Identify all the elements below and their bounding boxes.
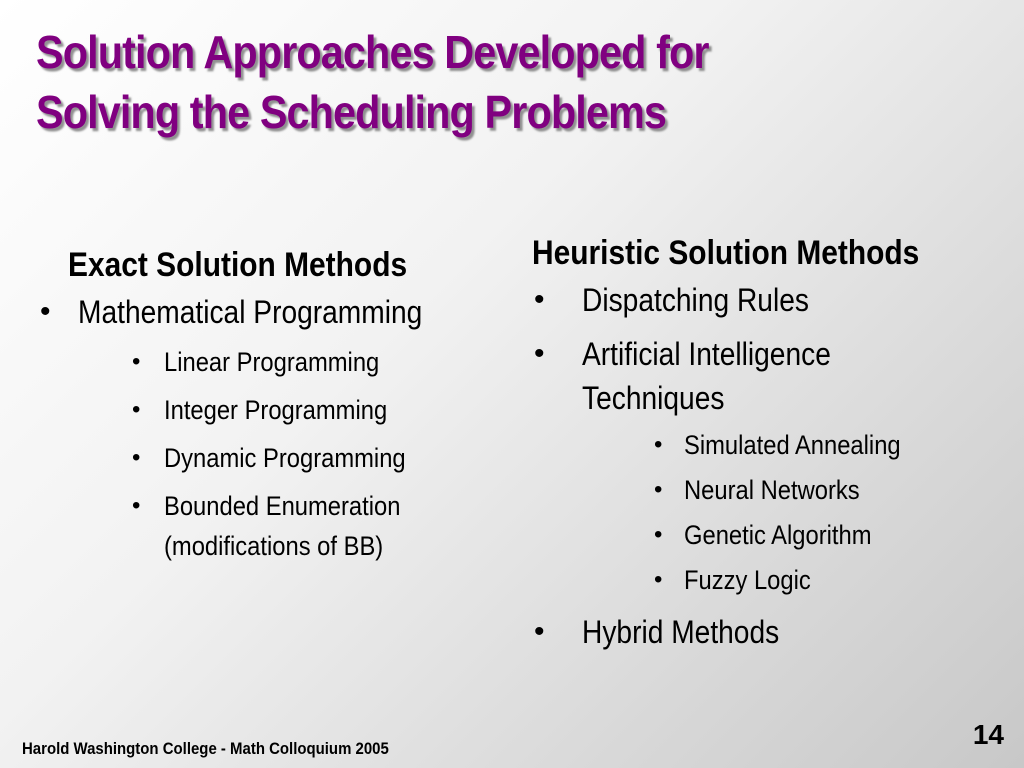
sub-item-label: Fuzzy Logic [684,565,811,595]
sub-item-label: Integer Programming [164,395,388,425]
sub-item-label-line-1: Bounded Enumeration [164,491,401,521]
list-item-label-line-2: Techniques [582,380,725,416]
sub-item-label: Linear Programming [164,347,380,377]
sub-item-simulated-annealing [582,425,1002,465]
bullet-icon: • [534,337,545,370]
bullet-icon: • [534,283,545,316]
exact-methods-column [36,240,506,566]
sub-item-label: Neural Networks [684,475,860,505]
sub-item-linear-programming [78,342,506,382]
bullet-icon: • [132,492,141,519]
list-item-label: Mathematical Programming [78,294,423,330]
bullet-icon: • [654,476,663,503]
slide-footer: Harold Washington College - Math Colloquium 2005 [22,739,389,758]
sub-item-integer-programming [78,390,506,430]
heuristic-methods-heading: Heuristic Solution Methods [532,234,920,272]
mathematical-programming-sublist [78,342,506,566]
bullet-icon: • [40,295,51,328]
exact-methods-heading: Exact Solution Methods [68,246,408,284]
list-item-mathematical-programming [36,290,506,566]
heuristic-methods-column [532,228,1002,654]
sub-item-label: Simulated Annealing [684,430,901,460]
sub-item-neural-networks [582,470,1002,510]
list-item-hybrid-methods [532,610,1002,654]
list-item-artificial-intelligence [532,332,1002,600]
bullet-icon: • [132,396,141,423]
slide-title-line-2: Solving the Scheduling Problems [36,86,666,138]
slide-title-line-1: Solution Approaches Developed for [36,26,709,78]
bullet-icon: • [132,348,141,375]
list-item-label [582,332,831,420]
sub-item-label: Dynamic Programming [164,443,406,473]
sub-item-label: Genetic Algorithm [684,520,872,550]
sub-item-dynamic-programming [78,438,506,478]
sub-item-label [164,486,400,566]
sub-item-genetic-algorithm [582,515,1002,555]
bullet-icon: • [132,444,141,471]
list-item-label-line-1: Artificial Intelligence [582,336,831,372]
list-item-label: Dispatching Rules [582,282,809,318]
list-item-dispatching-rules [532,278,1002,322]
bullet-icon: • [654,566,663,593]
bullet-icon: • [654,431,663,458]
list-item-label: Hybrid Methods [582,614,780,650]
sub-item-bounded-enumeration [78,486,506,566]
sub-item-fuzzy-logic [582,560,1002,600]
slide-title [36,22,900,142]
bullet-icon: • [654,521,663,548]
exact-methods-list [36,290,506,566]
ai-techniques-sublist [582,425,1002,600]
sub-item-label-line-2: (modifications of BB) [164,531,384,561]
bullet-icon: • [534,615,545,648]
heuristic-methods-list [532,278,1002,654]
page-number: 14 [972,719,1004,750]
